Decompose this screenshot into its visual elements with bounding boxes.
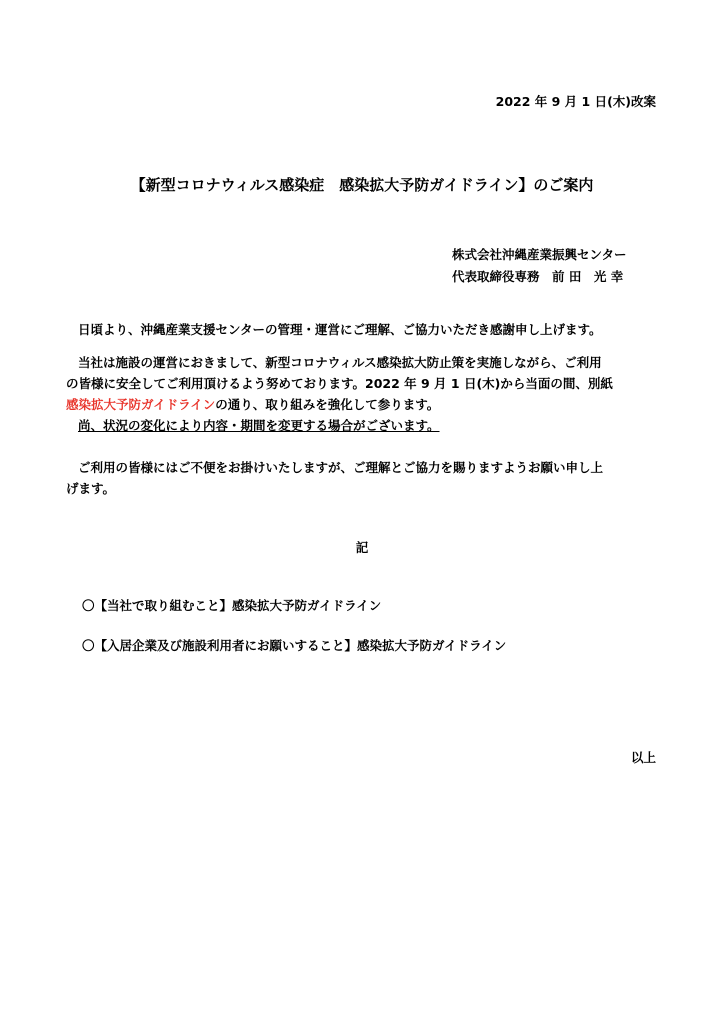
- paragraph-greeting: [66, 319, 660, 340]
- closing-text: 以上: [630, 750, 656, 765]
- policy-line-1: 当社は施設の運営におきまして、新型コロナウィルス感染拡大防止策を実施しながら、ご利用: [78, 355, 602, 370]
- policy-line-3: [66, 394, 660, 415]
- policy-line-2: の皆様に安全してご利用頂けるよう努めております。2022 年 9 月 1 日(木)から当面の間、別紙: [66, 376, 613, 391]
- guideline-link[interactable]: 感染拡大予防ガイドライン: [66, 397, 216, 412]
- representative-name: 代表取締役専務 前 田 光 幸: [452, 269, 624, 284]
- document-date: 2022 年 9 月 1 日(木)改案: [495, 94, 656, 109]
- policy-line-3-rest: の通り、取り組みを強化して参ります。: [215, 397, 440, 412]
- paragraph-policy: [66, 352, 660, 436]
- list-item: 〇【入居企業及び施設利用者にお願いすること】感染拡大予防ガイドライン: [82, 638, 507, 653]
- request-line-2: げます。: [66, 481, 116, 496]
- paragraph-request: [66, 457, 660, 499]
- request-line-1: ご利用の皆様にはご不便をお掛けいたしますが、ご理解とご協力を賜りますようお願い申し上: [78, 460, 604, 475]
- greeting-text: 日頃より、沖縄産業支援センターの管理・運営にご理解、ご協力いただき感謝申し上げます。: [78, 322, 602, 337]
- sender-block: [452, 244, 627, 288]
- policy-line-4: [66, 415, 660, 436]
- company-name: 株式会社沖縄産業振興センター: [452, 247, 627, 262]
- document-title: 【新型コロナウィルス感染症 感染拡大予防ガイドライン】のご案内: [130, 176, 594, 194]
- policy-notice: 尚、状況の変化により内容・期間を変更する場合がございます。: [78, 418, 440, 433]
- ki-heading: 記: [355, 540, 369, 555]
- list-item: 〇【当社で取り組むこと】感染拡大予防ガイドライン: [82, 598, 382, 613]
